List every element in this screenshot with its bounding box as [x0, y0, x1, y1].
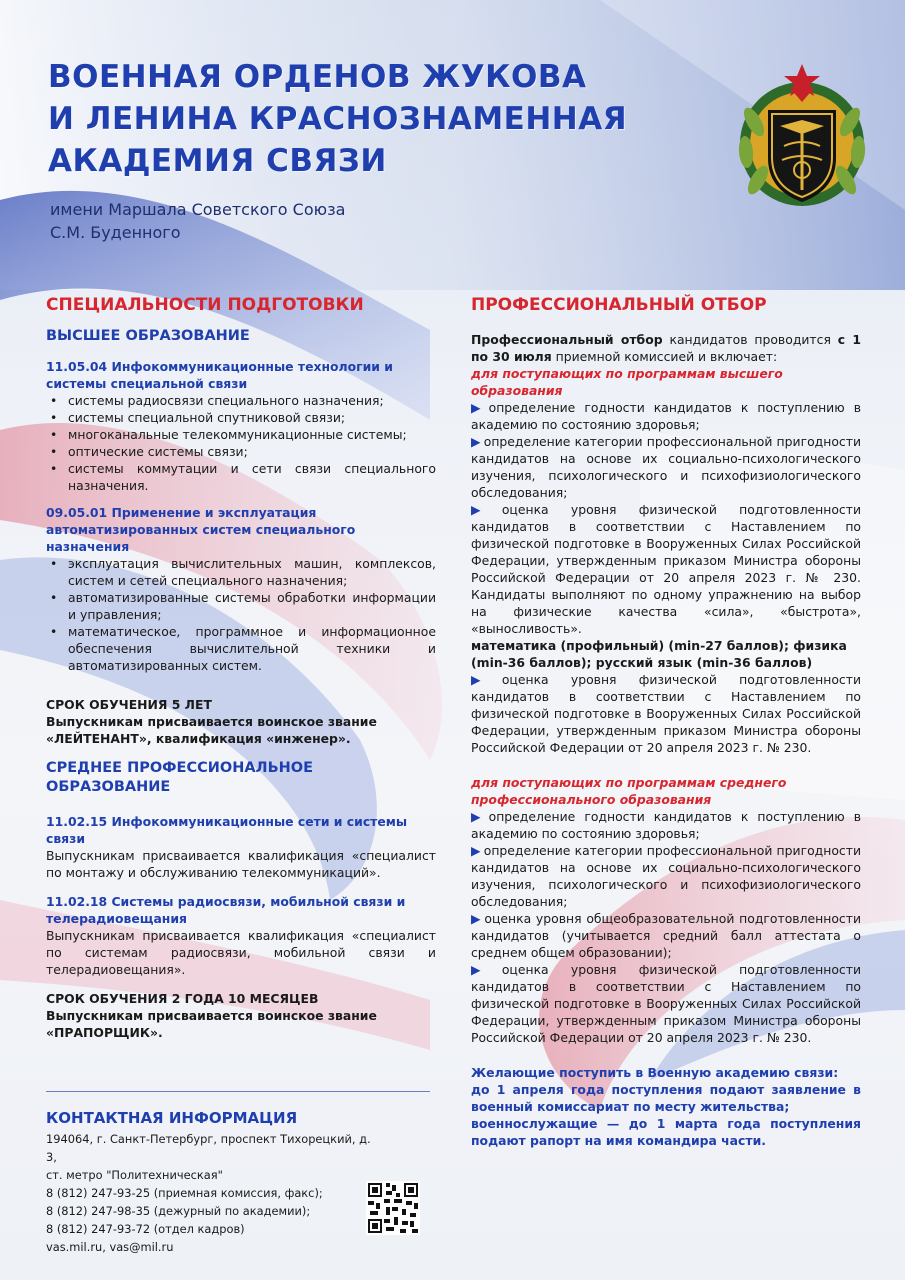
- specialties-title: СПЕЦИАЛЬНОСТИ ПОДГОТОВКИ: [46, 295, 364, 315]
- secondary-selection-item: [471, 808, 861, 842]
- list-item-text: оценка уровня физической подготовленности кандидатов в соответствии с Наставлением по физической подготовке в Вооруженных Силах Российской Федерации, утвержденным приказом Министра обороны Российской Федерации от 20 апреля 2023 г. № 230.: [471, 672, 861, 755]
- intro-end: приемной комиссией и включает:: [551, 349, 778, 364]
- list-item: • системы радиосвязи специального назначения;: [68, 392, 436, 409]
- spec-09-05-01-title: 09.05.01 Применение и эксплуатация автоматизированных систем специального назначения: [46, 505, 356, 554]
- higher-education-title: ВЫСШЕЕ ОБРАЗОВАНИЕ: [46, 328, 250, 344]
- specialties-column: [46, 293, 436, 1041]
- list-item-text: определение категории профессиональной пригодности кандидатов на основе их социально-психологического изучения, психологического и психофизиологического обследования;: [471, 434, 861, 500]
- higher-selection-item: [471, 671, 861, 756]
- list-item-text: определение годности кандидатов к поступлению в академию по состоянию здоровья;: [471, 400, 861, 432]
- higher-selection-item: [471, 501, 861, 637]
- spec-11-05-04-list: [46, 392, 436, 494]
- arrow-icon: ▶: [471, 434, 481, 449]
- arrow-icon: ▶: [471, 962, 499, 977]
- selection-column: [471, 293, 861, 1149]
- list-item: • системы коммутации и сети связи специального назначения.: [68, 460, 436, 494]
- list-item-text: определение категории профессиональной пригодности кандидатов на основе их социально-психологического изучения, психологического и психофизиологического обследования;: [471, 843, 861, 909]
- list-item: • эксплуатация вычислительных машин, комплексов, систем и сетей специального назначения;: [68, 555, 436, 589]
- secondary-rank: Выпускникам присваивается воинское звание «ПРАПОРЩИК».: [46, 1008, 377, 1040]
- list-item-text: оценка уровня физической подготовленности кандидатов в соответствии с Наставлением по физической подготовке в Вооруженных Силах Российской Федерации, утвержденным приказом Министра обороны Российской Федерации от 20 апреля 2023 г. № 230.: [471, 962, 861, 1045]
- contact-web-email[interactable]: vas.mil.ru, vas@mil.ru: [46, 1240, 174, 1254]
- title-line-2: И ЛЕНИНА КРАСНОЗНАМЕННАЯ: [48, 101, 628, 137]
- application-note-civil: до 1 апреля года поступления подают заявление в военный комиссариат по месту жительства;: [471, 1082, 861, 1114]
- contacts-title: КОНТАКТНАЯ ИНФОРМАЦИЯ: [46, 1109, 298, 1127]
- spec-11-02-15-text: Выпускникам присваивается квалификация «специалист по монтажу и обслуживанию телекоммуникаций».: [46, 848, 436, 880]
- application-note-title: Желающие поступить в Военную академию связи:: [471, 1065, 839, 1080]
- contact-address: 194064, г. Санкт-Петербург, проспект Тихорецкий, д. 3,: [46, 1132, 371, 1164]
- list-item: • оптические системы связи;: [68, 443, 436, 460]
- qr-code-icon[interactable]: [366, 1181, 420, 1235]
- secondary-education-title: СРЕДНЕЕ ПРОФЕССИОНАЛЬНОЕ ОБРАЗОВАНИЕ: [46, 760, 314, 795]
- spec-09-05-01-list: [46, 555, 436, 674]
- arrow-icon: ▶: [471, 809, 486, 824]
- secondary-term: СРОК ОБУЧЕНИЯ 2 ГОДА 10 МЕСЯЦЕВ: [46, 991, 319, 1006]
- selection-title: ПРОФЕССИОНАЛЬНЫЙ ОТБОР: [471, 295, 767, 315]
- academy-emblem-icon: [732, 62, 872, 212]
- arrow-icon: ▶: [471, 502, 499, 517]
- intro-mid: кандидатов проводится: [662, 332, 838, 347]
- list-item-text: оценка уровня физической подготовленности кандидатов в соответствии с Наставлением по физической подготовке в Вооруженных Силах Российской Федерации, утвержденным приказом Министра обороны Российской Федерации от 20 апреля 2023 г. № 230. Кандидаты выполняют по одному упражнению на выбор на физические качества «сила», «быстрота», «выносливость».: [471, 502, 861, 636]
- arrow-icon: ▶: [471, 911, 482, 926]
- list-item: • многоканальные телекоммуникационные системы;: [68, 426, 436, 443]
- higher-selection-item: [471, 433, 861, 501]
- spec-11-02-18-title: 11.02.18 Системы радиосвязи, мобильной связи и телерадиовещания: [46, 894, 406, 926]
- list-item-text: определение годности кандидатов к поступлению в академию по состоянию здоровья;: [471, 809, 861, 841]
- selection-intro: [471, 331, 861, 365]
- contact-phone-admissions: 8 (812) 247-93-25 (приемная комиссия, факс);: [46, 1186, 323, 1200]
- arrow-icon: ▶: [471, 672, 499, 687]
- subtitle-line-2: С.М. Буденного: [50, 223, 181, 242]
- list-item: • системы специальной спутниковой связи;: [68, 409, 436, 426]
- arrow-icon: ▶: [471, 843, 481, 858]
- page-title: [48, 56, 708, 182]
- secondary-selection-item: [471, 910, 861, 961]
- subtitle-line-1: имени Маршала Советского Союза: [50, 200, 346, 219]
- contacts-block: [46, 1108, 376, 1256]
- higher-term: СРОК ОБУЧЕНИЯ 5 ЛЕТ: [46, 697, 212, 712]
- spec-11-02-18-text: Выпускникам присваивается квалификация «специалист по системам радиосвязи, мобильной связи и телерадиовещания».: [46, 928, 436, 977]
- list-item-text: оценка уровня общеобразовательной подготовленности кандидатов (учитывается средний балл аттестата о среднем общем образовании);: [471, 911, 861, 960]
- application-note-military: военнослужащие — до 1 марта года поступления подают рапорт на имя командира части.: [471, 1116, 861, 1148]
- secondary-selection-item: [471, 961, 861, 1046]
- contacts-divider: [46, 1091, 430, 1092]
- contact-metro: ст. метро "Политехническая": [46, 1168, 223, 1182]
- higher-selection-heading: для поступающих по программам высшего образования: [471, 366, 783, 398]
- title-line-1: ВОЕННАЯ ОРДЕНОВ ЖУКОВА: [48, 59, 587, 95]
- higher-selection-item: [471, 399, 861, 433]
- secondary-selection-heading: для поступающих по программам среднего профессионального образования: [471, 775, 787, 807]
- spec-11-05-04-title: 11.05.04 Инфокоммуникационные технологии и системы специальной связи: [46, 359, 393, 391]
- arrow-icon: ▶: [471, 400, 486, 415]
- spec-11-02-15-title: 11.02.15 Инфокоммуникационные сети и системы связи: [46, 814, 408, 846]
- entrance-exams: математика (профильный) (min-27 баллов); физика (min-36 баллов); русский язык (min-36 баллов): [471, 638, 847, 670]
- intro-dates: с 1 по 30 июля: [471, 332, 862, 364]
- title-line-3: АКАДЕМИЯ СВЯЗИ: [48, 143, 387, 179]
- list-item: • автоматизированные системы обработки информации и управления;: [68, 589, 436, 623]
- contact-phone-duty: 8 (812) 247-98-35 (дежурный по академии);: [46, 1204, 311, 1218]
- contact-phone-hr: 8 (812) 247-93-72 (отдел кадров): [46, 1222, 245, 1236]
- page-subtitle: [50, 198, 345, 244]
- intro-bold: Профессиональный отбор: [471, 332, 663, 347]
- secondary-selection-item: [471, 842, 861, 910]
- list-item: • математическое, программное и информационное обеспечения вычислительной техники и автоматизированных систем.: [68, 623, 436, 674]
- higher-rank: Выпускникам присваивается воинское звание «ЛЕЙТЕНАНТ», квалификация «инженер».: [46, 714, 377, 746]
